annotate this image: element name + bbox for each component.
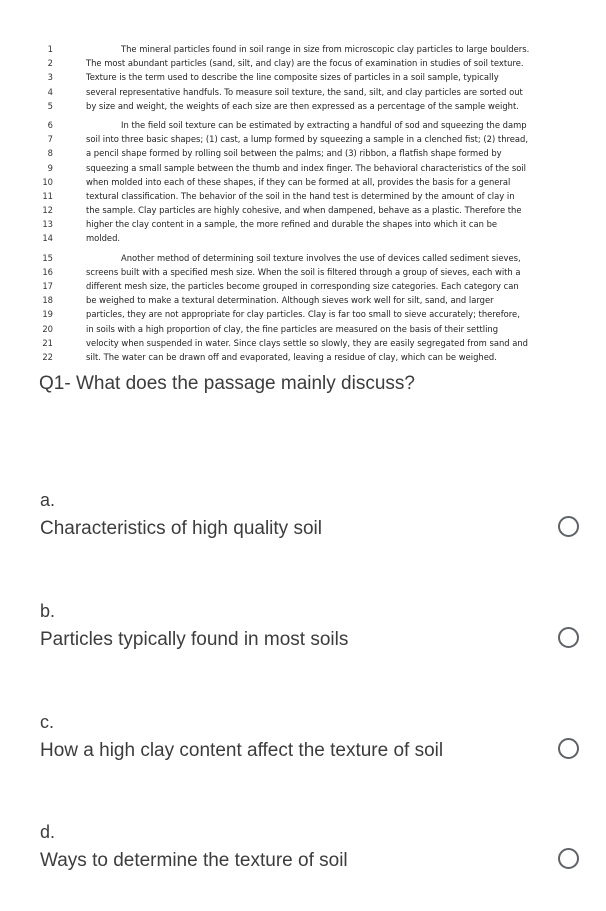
- line-text: higher the clay content in a sample, the more refined and durable the shapes into which it can be: [86, 219, 498, 230]
- line-text: several representative handfuls. To measure soil texture, the sand, silt, and clay particles are sorted out: [86, 86, 523, 97]
- line-text: Another method of determining soil texture involves the use of devices called sediment sieves,: [121, 252, 521, 263]
- passage-line: [47, 42, 554, 56]
- passage-line: [42, 350, 554, 364]
- option-letter: b.: [40, 601, 56, 621]
- line-text: by size and weight, the weights of each size are then expressed as a percentage of the sample weight.: [86, 100, 519, 111]
- line-text: the sample. Clay particles are highly cohesive, and when dampened, behave as a plastic. Therefore the: [86, 205, 522, 216]
- line-text: when molded into each of these shapes, if they can be formed at all, provides the basis for a general: [86, 176, 511, 187]
- option-text: Ways to determine the texture of soil: [40, 850, 348, 871]
- line-number: 19: [42, 309, 53, 320]
- line-text: molded.: [86, 233, 121, 244]
- line-number: 11: [42, 190, 53, 201]
- question-title: Q1- What does the passage mainly discuss?: [39, 373, 415, 394]
- passage-line: [42, 217, 554, 231]
- line-number: 17: [42, 281, 53, 291]
- line-number: 10: [42, 176, 53, 187]
- option-a[interactable]: [0, 490, 606, 560]
- line-text: In the field soil texture can be estimated by extracting a handful of sod and squeezing the damp: [121, 119, 527, 130]
- passage-paragraph: [42, 251, 554, 365]
- line-text: The most abundant particles (sand, silt, and clay) are the focus of examination in studies of soil texture.: [86, 58, 524, 69]
- passage-line: [47, 70, 554, 84]
- line-number: 18: [42, 295, 53, 306]
- option-text: Characteristics of high quality soil: [40, 518, 322, 539]
- line-number: 14: [42, 233, 53, 244]
- option-letter: c.: [40, 712, 55, 732]
- line-number: 6: [47, 119, 53, 130]
- line-text: particles, they are not appropriate for clay particles. Clay is far too small to sieve accurately; therefore,: [86, 309, 520, 320]
- line-text: Texture is the term used to describe the line composite sizes of particles in a soil sample, typically: [86, 72, 499, 83]
- passage-line: [42, 203, 554, 217]
- line-text: velocity when suspended in water. Since clays settle so slowly, they are easily segregated from sand and: [86, 337, 528, 348]
- radio-button-a[interactable]: [558, 516, 579, 537]
- option-letter: a.: [40, 490, 56, 510]
- passage-line: [47, 85, 554, 99]
- line-text: soil into three basic shapes; (1) cast, a lump formed by squeezing a sample in a clenched fist; (2) thread,: [86, 134, 529, 145]
- passage-line: [42, 189, 554, 203]
- line-number: 8: [47, 148, 53, 159]
- line-number: 15: [42, 252, 53, 263]
- line-text: a pencil shape formed by rolling soil between the palms; and (3) ribbon, a flatfish shape formed by: [86, 148, 502, 159]
- option-text: How a high clay content affect the texture of soil: [40, 740, 444, 761]
- passage-line: [47, 56, 554, 70]
- passage-line: [42, 322, 554, 336]
- passage-line: [42, 175, 554, 189]
- passage-line: [42, 251, 554, 265]
- line-number: 22: [42, 351, 53, 362]
- passage-line: [42, 293, 554, 307]
- passage-line: [47, 99, 554, 113]
- passage-line: [47, 161, 554, 175]
- line-text: screens built with a specified mesh size. When the soil is filtered through a group of sieves, each with a: [86, 266, 521, 277]
- passage-paragraph: [42, 118, 554, 246]
- passage-line: [47, 146, 554, 160]
- line-number: 20: [42, 323, 53, 334]
- option-c[interactable]: [0, 712, 606, 782]
- line-number: 21: [42, 337, 53, 348]
- line-number: 9: [47, 162, 53, 173]
- passage-line: [42, 279, 554, 293]
- radio-button-d[interactable]: [558, 848, 579, 869]
- line-number: 3: [47, 72, 53, 83]
- option-letter: d.: [40, 822, 56, 842]
- line-number: 7: [47, 134, 53, 145]
- line-number: 4: [47, 86, 53, 97]
- option-text: Particles typically found in most soils: [40, 629, 349, 650]
- passage-line: [42, 336, 554, 350]
- passage-line: [42, 265, 554, 279]
- line-number: 5: [47, 100, 53, 111]
- line-text: silt. The water can be drawn off and evaporated, leaving a residue of clay, which can be weighed.: [86, 351, 497, 362]
- line-text: squeezing a small sample between the thumb and index finger. The behavioral characteristics of the soil: [86, 162, 526, 173]
- passage-line: [47, 132, 554, 146]
- line-number: 12: [42, 205, 53, 216]
- radio-button-b[interactable]: [558, 627, 579, 648]
- line-text: different mesh size, the particles become grouped in corresponding size categories. Each category can: [86, 281, 519, 291]
- line-number: 2: [47, 58, 53, 69]
- reading-passage: [42, 42, 554, 369]
- passage-line: [47, 118, 554, 132]
- line-number: 16: [42, 266, 53, 277]
- line-text: textural classification. The behavior of the soil in the hand test is determined by the amount of clay in: [86, 190, 515, 201]
- passage-line: [42, 231, 554, 245]
- line-text: in soils with a high proportion of clay, the fine particles are measured on the basis of their settling: [86, 323, 499, 334]
- line-number: 1: [47, 44, 53, 54]
- passage-paragraph: [47, 42, 554, 113]
- line-number: 13: [42, 219, 53, 230]
- option-b[interactable]: [0, 601, 606, 671]
- line-text: be weighed to make a textural determination. Although sieves work well for silt, sand, and larger: [86, 295, 494, 306]
- line-text: The mineral particles found in soil range in size from microscopic clay particles to large boulders.: [121, 44, 530, 54]
- passage-line: [42, 307, 554, 321]
- radio-button-c[interactable]: [558, 738, 579, 759]
- option-d[interactable]: [0, 822, 606, 892]
